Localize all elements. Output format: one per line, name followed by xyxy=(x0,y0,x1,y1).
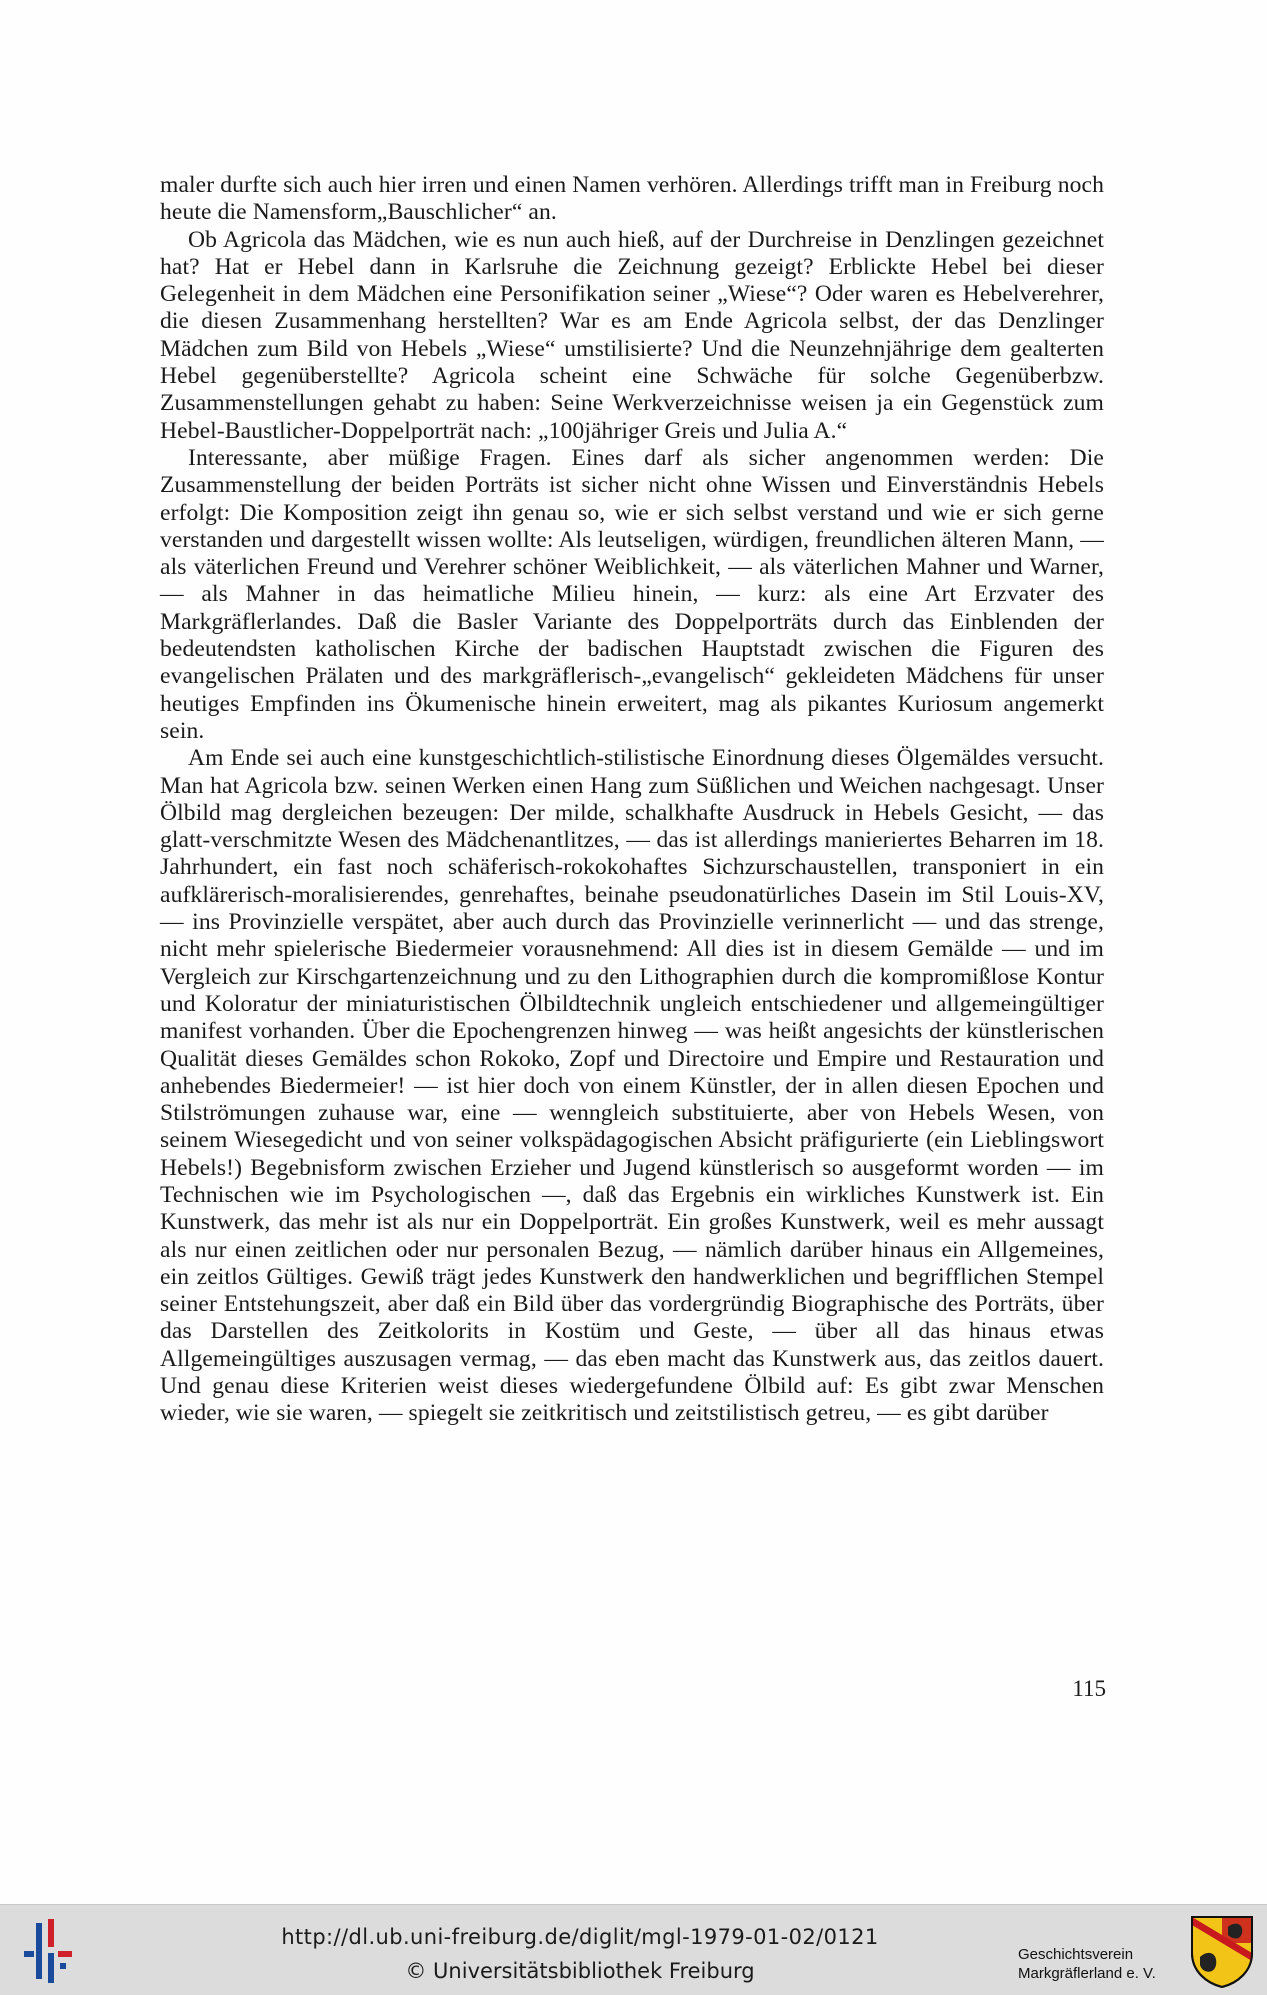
society-name xyxy=(1018,1945,1188,1983)
paragraph: Ob Agricola das Mädchen, wie es nun auch hieß, auf der Durchreise in Denzlingen gezeichnet hat? Hat er Hebel dann in Karlsruhe die Zeichnung gezeigt? Erblickte Hebel bei dieser Gelegenheit in dem Mädchen eine Personifikation seiner „Wiese“? Oder waren es Hebelverehrer, die diesen Zusammenhang herstellten? War es am Ende Agricola selbst, der das Denzlinger Mädchen zum Bild von Hebels „Wiese“ umstilisierte? Und die Neunzehnjährige dem gealterten Hebel gegenüberstellte? Agricola scheint eine Schwäche für solche Gegenüberbzw. Zusammenstellungen gehabt zu haben: Seine Werkverzeichnisse weisen ja ein Gegenstück zum Hebel-Baustlicher-Doppelporträt nach: „100jähriger Greis und Julia A.“ xyxy=(160,226,1104,444)
paragraph: maler durfte sich auch hier irren und einen Namen verhören. Allerdings trifft man in Freiburg noch heute die Namensform„Bauschlicher“ an. xyxy=(160,172,1104,226)
paragraph: Am Ende sei auch eine kunstgeschichtlich-stilistische Einordnung dieses Ölgemäldes versucht. Man hat Agricola bzw. seinen Werken einen Hang zum Süßlichen und Weichen nachgesagt. Unser Ölbild mag dergleichen bezeugen: Der milde, schalkhafte Ausdruck in Hebels Gesicht, — das glatt-verschmitzte Wesen des Mädchenantlitzes, — das ist allerdings manieriertes Beharren im 18. Jahrhundert, ein fast noch schäferisch-rokokohaftes Sichzurschaustellen, transponiert in ein aufklärerisch-moralisierendes, genrehaftes, beinahe pseudonatürliches Dasein im Stil Louis-XV, — ins Provinzielle verspätet, aber auch durch das Provinzielle verinnerlicht — und das strenge, nicht mehr spielerische Biedermeier vorausnehmend: All dies ist in diesem Gemälde — und im Vergleich zur Kirschgartenzeichnung und zu den Lithographien durch die kompromißlose Kontur und Koloratur der miniaturistischen Ölbildtechnik ungleich entschiedener und allgemeingültiger manifest vorhanden. Über die Epochengrenzen hinweg — was heißt angesichts der künstlerischen Qualität dieses Gemäldes schon Rokoko, Zopf und Directoire und Empire und Restauration und anhebendes Biedermeier! — ist hier doch von einem Künstler, der in allen diesen Epochen und Stilströmungen zuhause war, eine — wenngleich substituierte, aber von Hebels Wesen, von seinem Wiesegedicht und von seiner volkspädagogischen Absicht präfigurierte (ein Lieblingswort Hebels!) Begebnisform zwischen Erzieher und Jugend künstlerisch so ausgeformt worden — im Technischen wie im Psychologischen —, daß das Ergebnis ein wirkliches Kunstwerk ist. Ein Kunstwerk, das mehr ist als nur ein Doppelporträt. Ein großes Kunstwerk, weil es mehr aussagt als nur einen zeitlichen oder nur personalen Bezug, — nämlich darüber hinaus ein Allgemeines, ein zeitlos Gültiges. Gewiß trägt jedes Kunstwerk den handwerklichen und begrifflichen Stempel seiner Entstehungszeit, aber daß ein Bild über das vordergründig Biographische des Porträts, über das Darstellen des Zeitkolorits in Kostüm und Geste, — über all das hinaus etwas Allgemeingültiges auszusagen vermag, — das eben macht das Kunstwerk aus, das zeitlos dauert. Und genau diese Kriterien weist dieses wiedergefundene Ölbild auf: Es gibt zwar Menschen wieder, wie sie waren, — spiegelt sie zeitkritisch und zeitstilistisch getreu, — es gibt darüber xyxy=(160,745,1104,1427)
paragraph: Interessante, aber müßige Fragen. Eines darf als sicher angenommen werden: Die Zusammenstellung der beiden Porträts ist sicher nicht ohne Wissen und Einverständnis Hebels erfolgt: Die Komposition zeigt ihn genau so, wie er sich selbst verstand und wie er sich gerne verstanden und dargestellt wissen wollte: Als leutseligen, würdigen, freundlichen älteren Mann, — als väterlichen Freund und Verehrer schöner Weiblichkeit, — als väterlichen Mahner und Warner, — als Mahner in das heimatliche Milieu hinein, — kurz: als eine Art Erzvater des Markgräflerlandes. Daß die Basler Variante des Doppelporträts durch das Einblenden der bedeutendsten katholischen Kirche der badischen Hauptstadt zwischen die Figuren des evangelischen Prälaten und des markgräflerisch-„evangelisch“ gekleideten Mädchens für unser heutiges Empfinden ins Ökumenische hinein erweitert, mag als pikantes Kuriosum angemerkt sein. xyxy=(160,444,1104,744)
footer-bar xyxy=(0,1904,1267,1995)
copyright-notice: © Universitätsbibliothek Freiburg xyxy=(405,1959,755,1983)
permalink-url[interactable]: http://dl.ub.uni-freiburg.de/diglit/mgl-1979-01-02/0121 xyxy=(281,1925,879,1949)
body-text xyxy=(160,172,1104,1428)
page-number: 115 xyxy=(1072,1676,1106,1701)
society-name-line: Geschichtsverein xyxy=(1018,1946,1134,1963)
coat-of-arms-icon xyxy=(1188,1913,1256,1989)
ub-freiburg-logo-icon xyxy=(16,1917,80,1985)
society-name-line: Markgräflerland e. V. xyxy=(1018,1965,1156,1982)
